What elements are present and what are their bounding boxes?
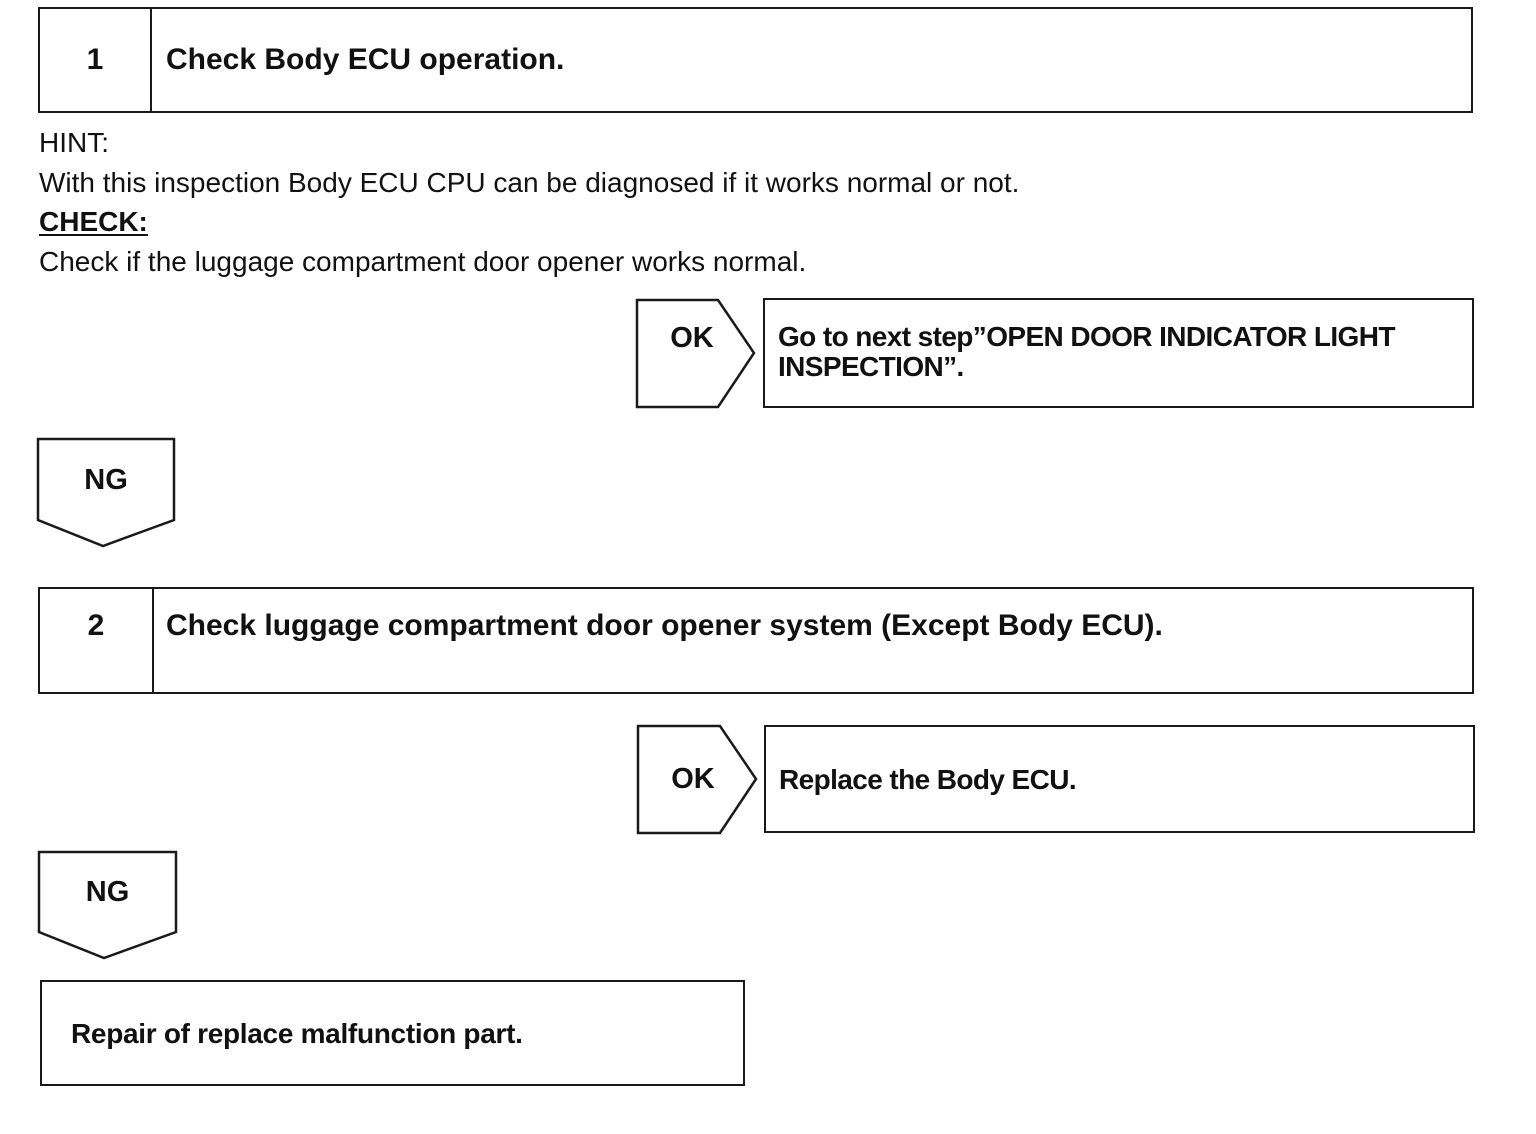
final-action-box: [40, 980, 745, 1086]
step-1-ng-label: NG: [84, 464, 128, 496]
step-2-title: Check luggage compartment door opener system (Except Body ECU).: [166, 609, 1163, 642]
check-label: CHECK:: [39, 206, 148, 237]
step-1-ok-label: OK: [670, 322, 714, 354]
step-2-ng-label: NG: [85, 876, 130, 908]
step-1-ok-result-line-1: Go to next step”OPEN DOOR INDICATOR LIGHT: [778, 321, 1395, 352]
hint-text: With this inspection Body ECU CPU can be diagnosed if it works normal or not.: [39, 167, 1020, 198]
step-2-ok-result-text: Replace the Body ECU.: [779, 764, 1077, 795]
step-1-number: 1: [40, 9, 152, 111]
final-action-text: Repair of replace malfunction part.: [71, 1018, 523, 1049]
step-1-title: Check Body ECU operation.: [166, 43, 565, 76]
check-text: Check if the luggage compartment door opener works normal.: [39, 246, 807, 277]
step-1-ok-result-line-2: INSPECTION”.: [778, 351, 964, 382]
hint-label: HINT:: [39, 127, 109, 158]
step-2-number: 2: [40, 589, 154, 692]
step-2-ok-label: OK: [671, 763, 715, 795]
